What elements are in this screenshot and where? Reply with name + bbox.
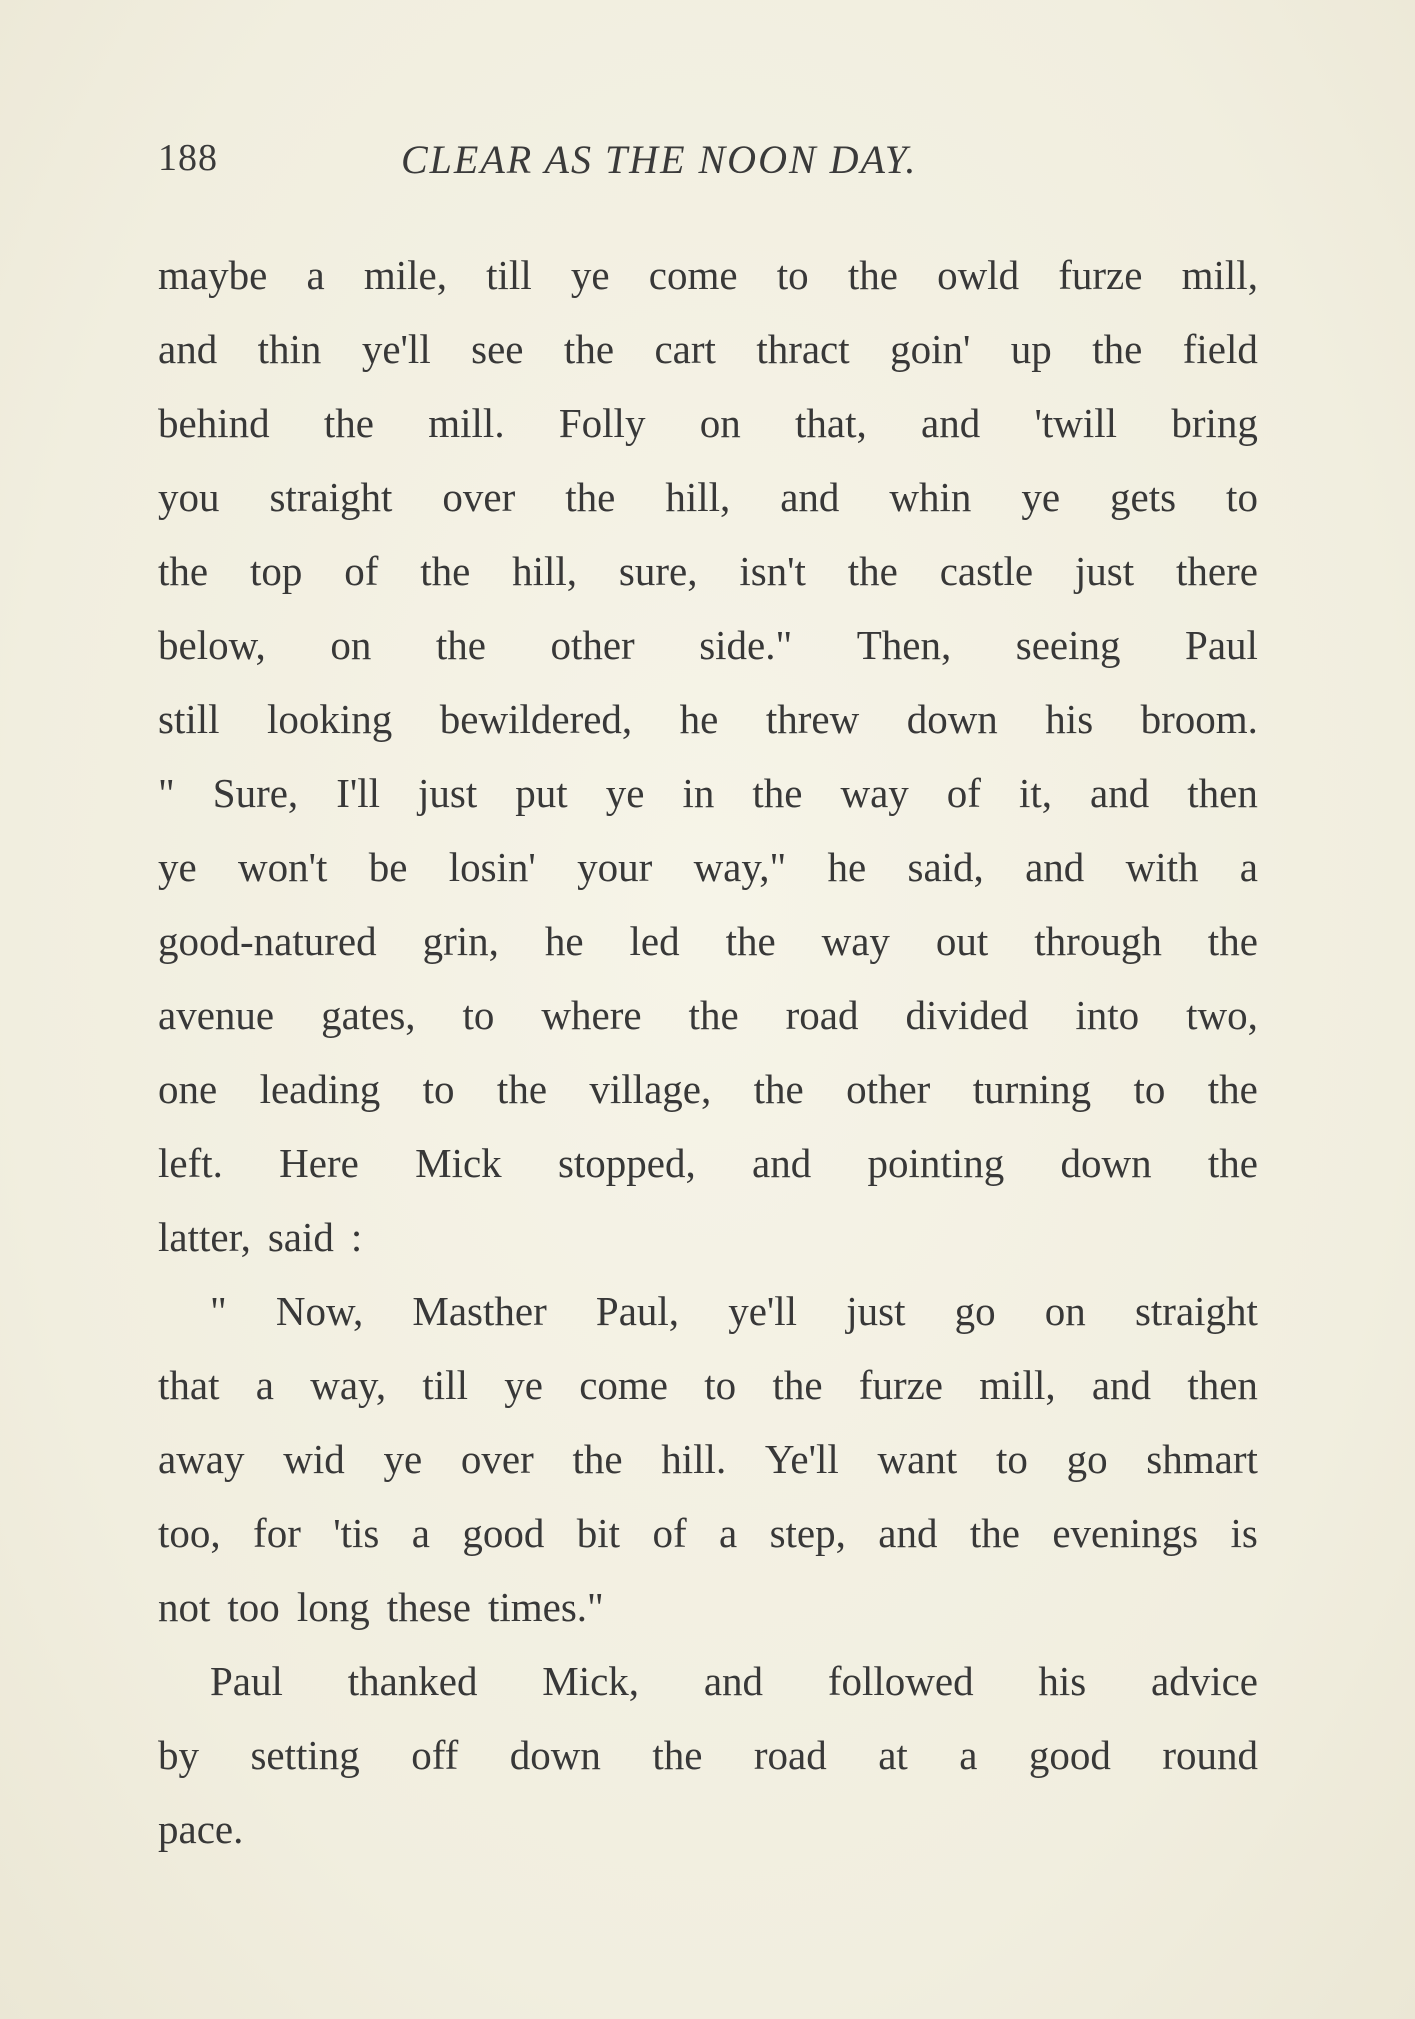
word: till (422, 1362, 468, 1408)
word: " (158, 770, 175, 816)
word: want (877, 1436, 958, 1482)
word: to (995, 1436, 1028, 1482)
word: bit (576, 1510, 621, 1556)
word: long (296, 1584, 370, 1630)
word: Masther (412, 1288, 547, 1334)
word: in (682, 770, 715, 816)
word: put (515, 770, 568, 816)
word: a (255, 1362, 274, 1408)
text-line (158, 756, 1258, 830)
word: other (846, 1066, 931, 1112)
word: maybe (158, 252, 268, 298)
word: way," (693, 844, 787, 890)
word: the (725, 918, 776, 964)
word: the (752, 770, 803, 816)
word: a (411, 1510, 430, 1556)
word: way (821, 918, 890, 964)
text-line (158, 1792, 1258, 1866)
word: the (652, 1732, 703, 1778)
word: bring (1171, 400, 1258, 446)
page-header (158, 130, 1258, 190)
word: ye (1021, 474, 1061, 520)
word: turning (972, 1066, 1092, 1112)
word: these (386, 1584, 471, 1630)
word: castle (939, 548, 1034, 594)
word: advice (1151, 1658, 1258, 1704)
word: and (921, 400, 981, 446)
text-line (158, 386, 1258, 460)
word: the (572, 1436, 623, 1482)
word: straight (1134, 1288, 1258, 1334)
word: wid (283, 1436, 345, 1482)
text-line (158, 1422, 1258, 1496)
word: you (158, 474, 220, 520)
word: top (249, 548, 303, 594)
word: and (780, 474, 840, 520)
word: through (1034, 918, 1162, 964)
word: down (1060, 1140, 1152, 1186)
word: he (679, 696, 719, 742)
word: pointing (867, 1140, 1005, 1186)
text-line (158, 682, 1258, 756)
word: a (718, 1510, 738, 1556)
word: over (460, 1436, 534, 1482)
word: Mick (415, 1140, 502, 1186)
word: just (1074, 548, 1135, 594)
word: that (158, 1362, 220, 1408)
word: with (1125, 844, 1199, 890)
word: by (158, 1732, 199, 1778)
word: for (253, 1510, 301, 1556)
word: Ye'll (764, 1436, 839, 1482)
word: out (935, 918, 989, 964)
word: your (577, 844, 653, 890)
word: till (486, 252, 532, 298)
word: of (946, 770, 981, 816)
word: to (462, 992, 495, 1038)
word: and (1090, 770, 1150, 816)
word: ye'll (728, 1288, 798, 1334)
word: and (703, 1658, 764, 1704)
word: it, (1018, 770, 1053, 816)
word: Paul, (595, 1288, 680, 1334)
word: down (509, 1732, 601, 1778)
word: shmart (1146, 1436, 1258, 1482)
word: then (1187, 1362, 1258, 1408)
word: come (579, 1362, 668, 1408)
word: Sure, (212, 770, 299, 816)
word: at (878, 1732, 908, 1778)
word: " (210, 1288, 227, 1334)
word: to (1226, 474, 1258, 520)
word: just (418, 770, 478, 816)
word: road (753, 1732, 827, 1778)
word: good-natured (158, 918, 377, 964)
word: to (704, 1362, 737, 1408)
word: furze (858, 1362, 943, 1408)
word: a (306, 252, 325, 298)
word: on (699, 400, 741, 446)
word: the (847, 252, 898, 298)
word: mile, (363, 252, 447, 298)
word: two, (1186, 992, 1258, 1038)
word: into (1075, 992, 1140, 1038)
word: 'tis (333, 1510, 380, 1556)
word: the (969, 1510, 1020, 1556)
word: he (544, 918, 584, 964)
word: away (158, 1436, 245, 1482)
word: grin, (422, 918, 499, 964)
word: of (652, 1510, 687, 1556)
word: just (846, 1288, 906, 1334)
word: ye (570, 252, 610, 298)
word: his (1038, 1658, 1087, 1704)
word: setting (250, 1732, 360, 1778)
word: the (565, 474, 616, 520)
word: not (158, 1584, 211, 1630)
text-line (158, 1348, 1258, 1422)
word: a (1239, 844, 1258, 890)
word: Here (279, 1140, 359, 1186)
word: the (435, 622, 486, 668)
word: on (1044, 1288, 1086, 1334)
word: broom. (1140, 696, 1258, 742)
word: ye (383, 1436, 423, 1482)
word: behind (158, 400, 270, 446)
text-line (158, 1126, 1258, 1200)
word: : (350, 1214, 363, 1260)
word: sure, (618, 548, 698, 594)
word: good (462, 1510, 545, 1556)
word: seeing (1015, 622, 1121, 668)
word: isn't (739, 548, 806, 594)
word: see (471, 326, 524, 372)
word: the (1207, 1066, 1258, 1112)
word: below, (158, 622, 266, 668)
word: a (959, 1732, 978, 1778)
text-line (158, 978, 1258, 1052)
word: left. (158, 1140, 223, 1186)
word: hill. (661, 1436, 727, 1482)
word: Paul (1185, 622, 1258, 668)
text-line (158, 312, 1258, 386)
text-line (158, 830, 1258, 904)
word: on (330, 622, 372, 668)
word: the (1207, 918, 1258, 964)
word: his (1045, 696, 1094, 742)
word: too (227, 1584, 280, 1630)
word: I'll (336, 770, 381, 816)
word: gates, (321, 992, 416, 1038)
word: still (158, 696, 220, 742)
word: ye'll (361, 326, 431, 372)
word: times." (487, 1584, 604, 1630)
word: too, (158, 1510, 221, 1556)
word: cart (654, 326, 716, 372)
word: 'twill (1034, 400, 1118, 446)
word: threw (765, 696, 860, 742)
body-text (158, 238, 1258, 1866)
text-line (158, 1200, 1258, 1274)
word: the (1092, 326, 1143, 372)
word: to (776, 252, 809, 298)
word: the (753, 1066, 804, 1112)
word: hill, (512, 548, 578, 594)
word: down (906, 696, 998, 742)
text-line (158, 1570, 1258, 1644)
word: owld (937, 252, 1020, 298)
word: then (1187, 770, 1258, 816)
word: to (422, 1066, 455, 1112)
word: avenue (158, 992, 275, 1038)
word: and (878, 1510, 938, 1556)
text-line (158, 1644, 1258, 1718)
word: the (772, 1362, 823, 1408)
word: village, (589, 1066, 712, 1112)
word: bewildered, (439, 696, 633, 742)
text-line (158, 1718, 1258, 1792)
text-line (158, 238, 1258, 312)
word: side." (699, 622, 793, 668)
word: divided (905, 992, 1029, 1038)
word: other (550, 622, 635, 668)
text-line (158, 1052, 1258, 1126)
word: the (420, 548, 471, 594)
word: evenings (1052, 1510, 1199, 1556)
word: be (368, 844, 408, 890)
word: led (629, 918, 680, 964)
page-number: 188 (158, 137, 218, 179)
word: ye (605, 770, 645, 816)
word: mill, (1181, 252, 1258, 298)
word: and (158, 326, 218, 372)
word: he (827, 844, 867, 890)
word: Mick, (542, 1658, 640, 1704)
word: said, (907, 844, 984, 890)
word: up (1010, 326, 1052, 372)
word: the (158, 548, 209, 594)
word: go (1066, 1436, 1108, 1482)
text-line (158, 1274, 1258, 1348)
word: looking (267, 696, 393, 742)
word: step, (769, 1510, 846, 1556)
word: the (688, 992, 739, 1038)
word: where (541, 992, 642, 1038)
word: won't (238, 844, 328, 890)
word: furze (1058, 252, 1143, 298)
word: of (344, 548, 379, 594)
word: Folly (558, 400, 646, 446)
word: thin (257, 326, 322, 372)
word: over (442, 474, 516, 520)
word: come (648, 252, 738, 298)
word: goin' (890, 326, 971, 372)
word: round (1162, 1732, 1258, 1778)
word: the (323, 400, 374, 446)
word: straight (269, 474, 393, 520)
word: and (1091, 1362, 1152, 1408)
word: go (954, 1288, 996, 1334)
word: Now, (275, 1288, 364, 1334)
word: one (158, 1066, 218, 1112)
word: good (1028, 1732, 1111, 1778)
word: latter, (158, 1214, 251, 1260)
word: off (411, 1732, 459, 1778)
word: that, (795, 400, 867, 446)
word: mill. (428, 400, 505, 446)
text-line (158, 608, 1258, 682)
word: field (1182, 326, 1258, 372)
word: and (752, 1140, 812, 1186)
word: thract (756, 326, 850, 372)
text-line (158, 534, 1258, 608)
word: way (840, 770, 909, 816)
word: the (847, 548, 898, 594)
running-head: CLEAR AS THE NOON DAY. (401, 137, 918, 182)
word: whin (889, 474, 972, 520)
word: there (1176, 548, 1258, 594)
word: thanked (347, 1658, 478, 1704)
word: the (1207, 1140, 1258, 1186)
word: to (1133, 1066, 1166, 1112)
word: way, (310, 1362, 387, 1408)
word: and (1025, 844, 1085, 890)
word: stopped, (557, 1140, 696, 1186)
word: said (267, 1214, 334, 1260)
word: Paul (210, 1658, 283, 1704)
word: pace. (158, 1806, 244, 1852)
word: ye (158, 844, 197, 890)
word: ye (504, 1362, 543, 1408)
word: gets (1110, 474, 1177, 520)
word: followed (827, 1658, 974, 1704)
word: mill, (979, 1362, 1056, 1408)
word: the (563, 326, 615, 372)
word: losin' (448, 844, 536, 890)
word: the (496, 1066, 548, 1112)
text-line (158, 904, 1258, 978)
word: Then, (856, 622, 952, 668)
word: leading (259, 1066, 381, 1112)
text-line (158, 1496, 1258, 1570)
word: hill, (665, 474, 731, 520)
word: road (785, 992, 859, 1038)
text-line (158, 460, 1258, 534)
word: is (1230, 1510, 1258, 1556)
